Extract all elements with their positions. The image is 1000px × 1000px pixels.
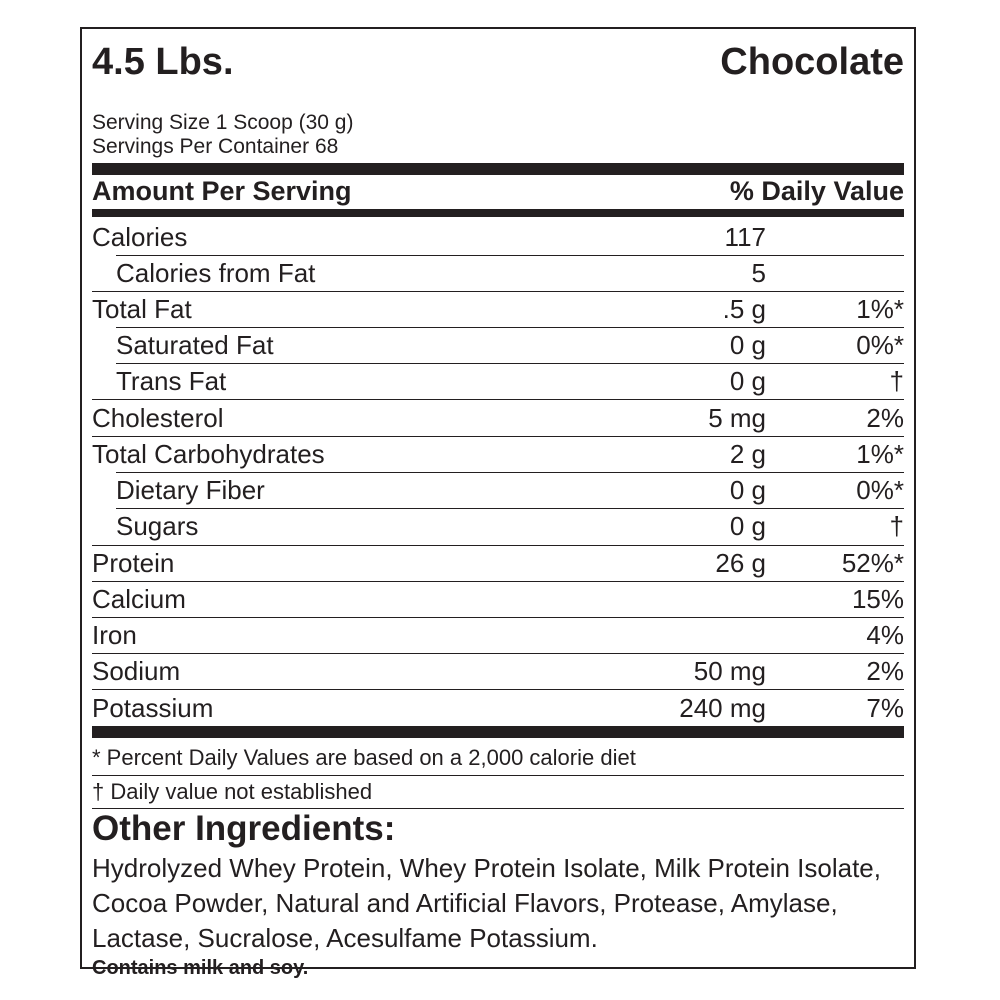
nutrient-name: Total Carbohydrates [92,439,325,469]
nutrient-row-potassium [92,690,904,726]
nutrient-name: Sodium [92,656,181,686]
nutrient-name: Protein [92,548,175,578]
nutrient-row-dietary-fiber [92,472,904,508]
daily-value-header: % Daily Value [729,176,904,206]
nutrient-row-iron [92,617,904,653]
nutrient-name: Dietary Fiber [116,475,265,505]
nutrient-amount: 5 [751,258,766,288]
nutrient-daily-value: † [889,511,904,541]
column-header-divider [92,209,904,217]
nutrient-name: Potassium [92,693,214,723]
nutrient-daily-value: 52%* [841,548,904,578]
percent-daily-value-footnote: * Percent Daily Values are based on a 2,000 calorie diet [92,745,636,770]
nutrient-amount: 0 g [729,511,766,541]
amount-per-serving-header: Amount Per Serving [92,176,352,206]
servings-per-container: Servings Per Container 68 [92,135,339,158]
nutrient-row-calories [92,219,904,255]
nutrient-row-total-fat [92,291,904,327]
nutrient-name: Total Fat [92,294,192,324]
nutrient-daily-value: 4% [866,620,904,650]
nutrient-amount: 240 mg [679,693,766,723]
nutrient-name: Sugars [116,511,199,541]
nutrient-name: Calories from Fat [116,258,316,288]
nutrient-name: Iron [92,620,137,650]
nutrient-name: Saturated Fat [116,330,274,360]
flavor-name: Chocolate [720,41,904,83]
serving-size: Serving Size 1 Scoop (30 g) [92,111,354,134]
container-size: 4.5 Lbs. [92,41,234,83]
nutrition-facts-content [92,29,904,979]
nutrient-daily-value: 0%* [856,330,904,360]
nutrient-daily-value: 15% [851,584,904,614]
nutrition-facts-panel [80,27,916,979]
nutrient-row-sodium [92,653,904,689]
nutrient-name: Calories [92,222,188,252]
nutrient-row-total-carbohydrates [92,436,904,472]
nutrient-daily-value: 2% [866,656,904,686]
nutrient-name: Cholesterol [92,403,224,433]
nutrient-daily-value: 1%* [856,439,904,469]
footer-divider [92,726,904,738]
nutrient-amount: 0 g [729,366,766,396]
nutrient-amount: 2 g [729,439,766,469]
daily-value-not-established-footnote: † Daily value not established [92,779,373,804]
nutrient-amount: 50 mg [693,656,766,686]
nutrient-row-saturated-fat [92,327,904,363]
nutrient-daily-value: 2% [866,403,904,433]
other-ingredients-list: Hydrolyzed Whey Protein, Whey Protein Isolate, Milk Protein Isolate, Cocoa Powder, Natural and Artificial Flavors, Protease, Amylase, Lactase, Sucralose, Acesulfame Potassium. [92,853,881,953]
nutrient-name: Calcium [92,584,186,614]
nutrient-amount: 117 [724,222,766,252]
nutrient-daily-value: † [889,366,904,396]
allergen-statement: Contains milk and soy. [92,957,309,979]
nutrient-row-sugars [92,508,904,544]
nutrient-row-calories-from-fat [92,255,904,291]
nutrient-name: Trans Fat [116,366,227,396]
nutrient-amount: 5 mg [708,403,766,433]
other-ingredients-title: Other Ingredients: [92,809,396,848]
nutrient-daily-value: 1%* [856,294,904,324]
nutrient-daily-value: 7% [866,693,904,723]
nutrient-row-calcium [92,581,904,617]
nutrient-amount: 26 g [715,548,766,578]
nutrient-amount: .5 g [722,294,766,324]
nutrient-row-cholesterol [92,400,904,436]
nutrient-amount: 0 g [729,475,766,505]
footnote-rule [92,775,904,776]
nutrient-row-trans-fat [92,363,904,399]
nutrient-daily-value: 0%* [856,475,904,505]
label-header [92,41,904,83]
nutrient-amount: 0 g [729,330,766,360]
nutrient-row-protein [92,545,904,581]
